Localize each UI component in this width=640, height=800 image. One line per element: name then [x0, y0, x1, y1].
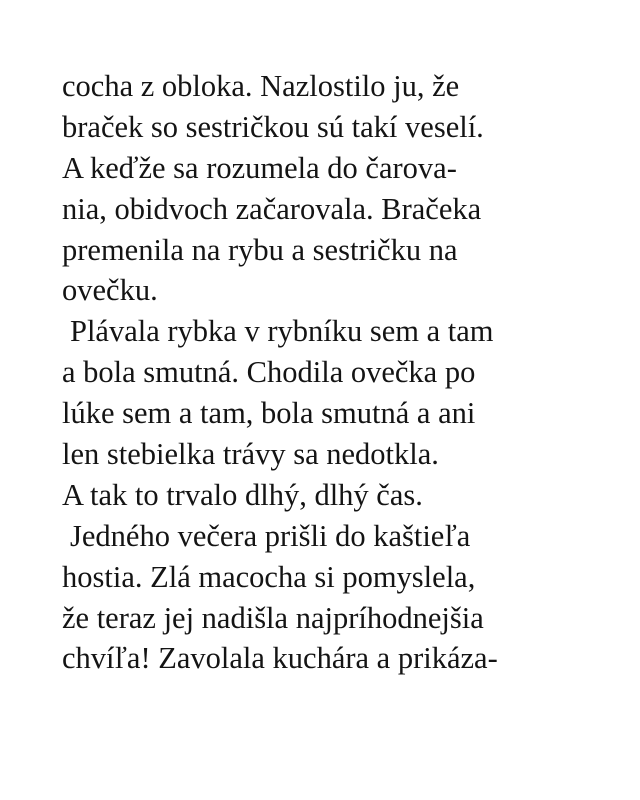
text-line: cocha z obloka. Nazlostilo ju, že: [62, 69, 460, 103]
text-line: chvíľa! Zavolala kuchára a prikáza-: [62, 641, 498, 676]
text-line: a bola smutná. Chodila ovečka po: [62, 355, 476, 390]
text-line: lúke sem a tam, bola smutná a ani: [62, 396, 476, 431]
text-line: len stebielka trávy sa nedotkla.: [62, 437, 439, 472]
text-line: Jedného večera prišli do kaštieľa: [70, 518, 471, 553]
text-line: hostia. Zlá macocha si pomyslela,: [62, 559, 476, 594]
text-line: že teraz jej nadišla najpríhodnejšia: [62, 600, 484, 635]
text-line: premenila na rybu a sestričku na: [62, 232, 458, 267]
text-line: Plávala rybka v rybníku sem a tam: [70, 314, 494, 349]
story-text: [62, 66, 622, 679]
text-line: nia, obidvoch začarovala. Bračeka: [62, 191, 482, 226]
text-line: ovečku.: [62, 273, 158, 308]
text-line: braček so sestričkou sú takí veselí.: [62, 109, 484, 144]
text-line: A tak to trvalo dlhý, dlhý čas.: [62, 477, 423, 512]
text-line: A keďže sa rozumela do čarova-: [62, 150, 457, 185]
